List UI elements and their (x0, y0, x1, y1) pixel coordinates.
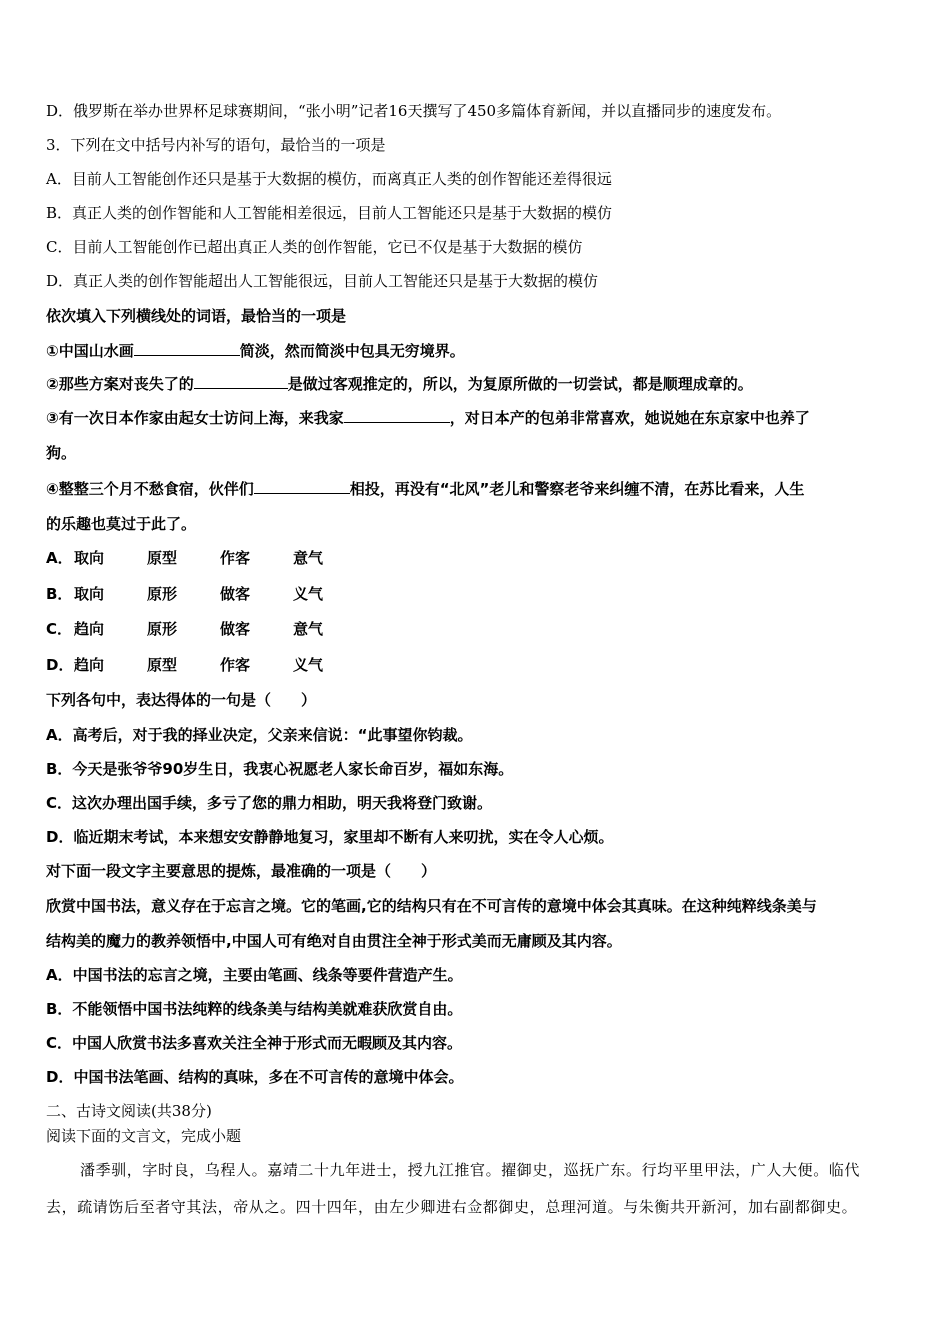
q6-option-a: A．中国书法的忘言之境，主要由笔画、线条等要件营造产生。 (46, 966, 463, 984)
option-word: 作客 (220, 549, 251, 567)
q6-passage-line-1: 欣赏中国书法，意义存在于忘言之境。它的笔画,它的结构只有在不可言传的意境中体会其真味。在这种纯粹线条美与 (46, 897, 817, 915)
q5-stem: 下列各句中，表达得体的一句是（ ） (46, 691, 317, 709)
q6-option-b: B．不能领悟中国书法纯粹的线条美与结构美就难获欣赏自由。 (46, 1000, 463, 1018)
q3-option-a: A．目前人工智能创作还只是基于大数据的模仿，而离真正人类的创作智能还差得很远 (46, 170, 612, 188)
fill-blank (134, 340, 240, 356)
option-word: 意气 (293, 620, 324, 638)
fill-blank (344, 407, 450, 423)
section-2-intro: 阅读下面的文言文，完成小题 (46, 1127, 242, 1145)
option-word: 取向 (74, 549, 105, 567)
q6-passage-line-2: 结构美的魔力的教养领悟中,中国人可有绝对自由贯注全神于形式美而无庸顾及其内容。 (46, 932, 622, 950)
q5-option-b: B．今天是张爷爷90岁生日，我衷心祝愿老人家长命百岁，福如东海。 (46, 760, 514, 778)
option-word: 原形 (147, 585, 178, 603)
option-word: 原形 (147, 620, 178, 638)
q5-option-d: D．临近期末考试，本来想安安静静地复习，家里却不断有人来叨扰，实在令人心烦。 (46, 828, 614, 846)
q4-s2-post: 是做过客观推定的，所以，为复原所做的一切尝试，都是顺理成章的。 (287, 375, 753, 393)
q3-stem: 3．下列在文中括号内补写的语句，最恰当的一项是 (46, 136, 386, 154)
section-2-title: 二、古诗文阅读(共38分) (46, 1102, 212, 1120)
classical-text-line-1: 潘季驯，字时良，乌程人。嘉靖二十九年进士，授九江推官。擢御史，巡抚广东。行均平里甲法，广人大便。临代 (80, 1161, 861, 1179)
option-word: 意气 (293, 549, 324, 567)
option-word: 做客 (220, 620, 251, 638)
q6-option-d: D．中国书法笔画、结构的真味，多在不可言传的意境中体会。 (46, 1068, 464, 1086)
q4-sentence-3 (46, 407, 810, 428)
q3-option-b: B．真正人类的创作智能和人工智能相差很远，目前人工智能还只是基于大数据的模仿 (46, 204, 613, 222)
q4-option-d (46, 655, 366, 675)
fill-blank (194, 373, 288, 389)
option-word: 做客 (220, 585, 251, 603)
q4-s3-pre: ③有一次日本作家由起女士访问上海，来我家 (46, 409, 344, 427)
q4-s2-pre: ②那些方案对丧失了的 (46, 375, 194, 393)
option-word: 作客 (220, 656, 251, 674)
q3-option-d: D．真正人类的创作智能超出人工智能很远，目前人工智能还只是基于大数据的模仿 (46, 272, 599, 290)
q4-s4-post: 相投，再没有“北风”老儿和警察老爷来纠缠不清，在苏比看来，人生 (349, 480, 805, 498)
q4-sentence-4 (46, 478, 804, 499)
q4-option-b (46, 584, 366, 604)
classical-text-line-2: 去，疏请饬后至者守其法，帝从之。四十四年，由左少卿进右佥都御史，总理河道。与朱衡共开新河，加右副都御史。 (46, 1198, 858, 1216)
q6-stem: 对下面一段文字主要意思的提炼，最准确的一项是（ ） (46, 862, 437, 880)
q4-sentence-4-cont: 的乐趣也莫过于此了。 (46, 515, 197, 533)
option-word: 义气 (293, 585, 324, 603)
option-word: 原型 (147, 549, 178, 567)
q5-option-c: C．这次办理出国手续，多亏了您的鼎力相助，明天我将登门致谢。 (46, 794, 493, 812)
q4-s1-pre: ①中国山水画 (46, 342, 134, 360)
q4-sentence-2 (46, 373, 753, 394)
q4-sentence-3-cont: 狗。 (46, 444, 77, 462)
option-word: 取向 (74, 585, 105, 603)
option-label: D． (46, 656, 74, 674)
option-word: 义气 (293, 656, 324, 674)
q2-option-d: D．俄罗斯在举办世界杯足球赛期间，“张小明”记者16天撰写了450多篇体育新闻，并以直播同步的速度发布。 (46, 102, 782, 120)
option-label: B． (46, 585, 73, 603)
q4-s1-post: 简淡，然而简淡中包具无穷境界。 (239, 342, 465, 360)
q4-s3-post: ，对日本产的包弟非常喜欢，她说她在东京家中也养了 (449, 409, 810, 427)
q5-option-a: A．高考后，对于我的择业决定，父亲来信说：“此事望你钧裁。 (46, 726, 473, 744)
q3-option-c: C．目前人工智能创作已超出真正人类的创作智能，它已不仅是基于大数据的模仿 (46, 238, 583, 256)
q4-option-c (46, 619, 366, 639)
option-label: C． (46, 620, 73, 638)
option-word: 原型 (147, 656, 178, 674)
q6-option-c: C．中国人欣赏书法多喜欢关注全神于形式而无暇顾及其内容。 (46, 1034, 463, 1052)
option-word: 趋向 (74, 620, 105, 638)
q4-s4-pre: ④整整三个月不愁食宿，伙伴们 (46, 480, 254, 498)
option-word: 趋向 (74, 656, 105, 674)
q4-stem: 依次填入下列横线处的词语，最恰当的一项是 (46, 307, 347, 325)
fill-blank (254, 478, 350, 494)
q4-sentence-1 (46, 340, 465, 361)
option-label: A． (46, 549, 73, 567)
q4-option-a (46, 548, 366, 568)
